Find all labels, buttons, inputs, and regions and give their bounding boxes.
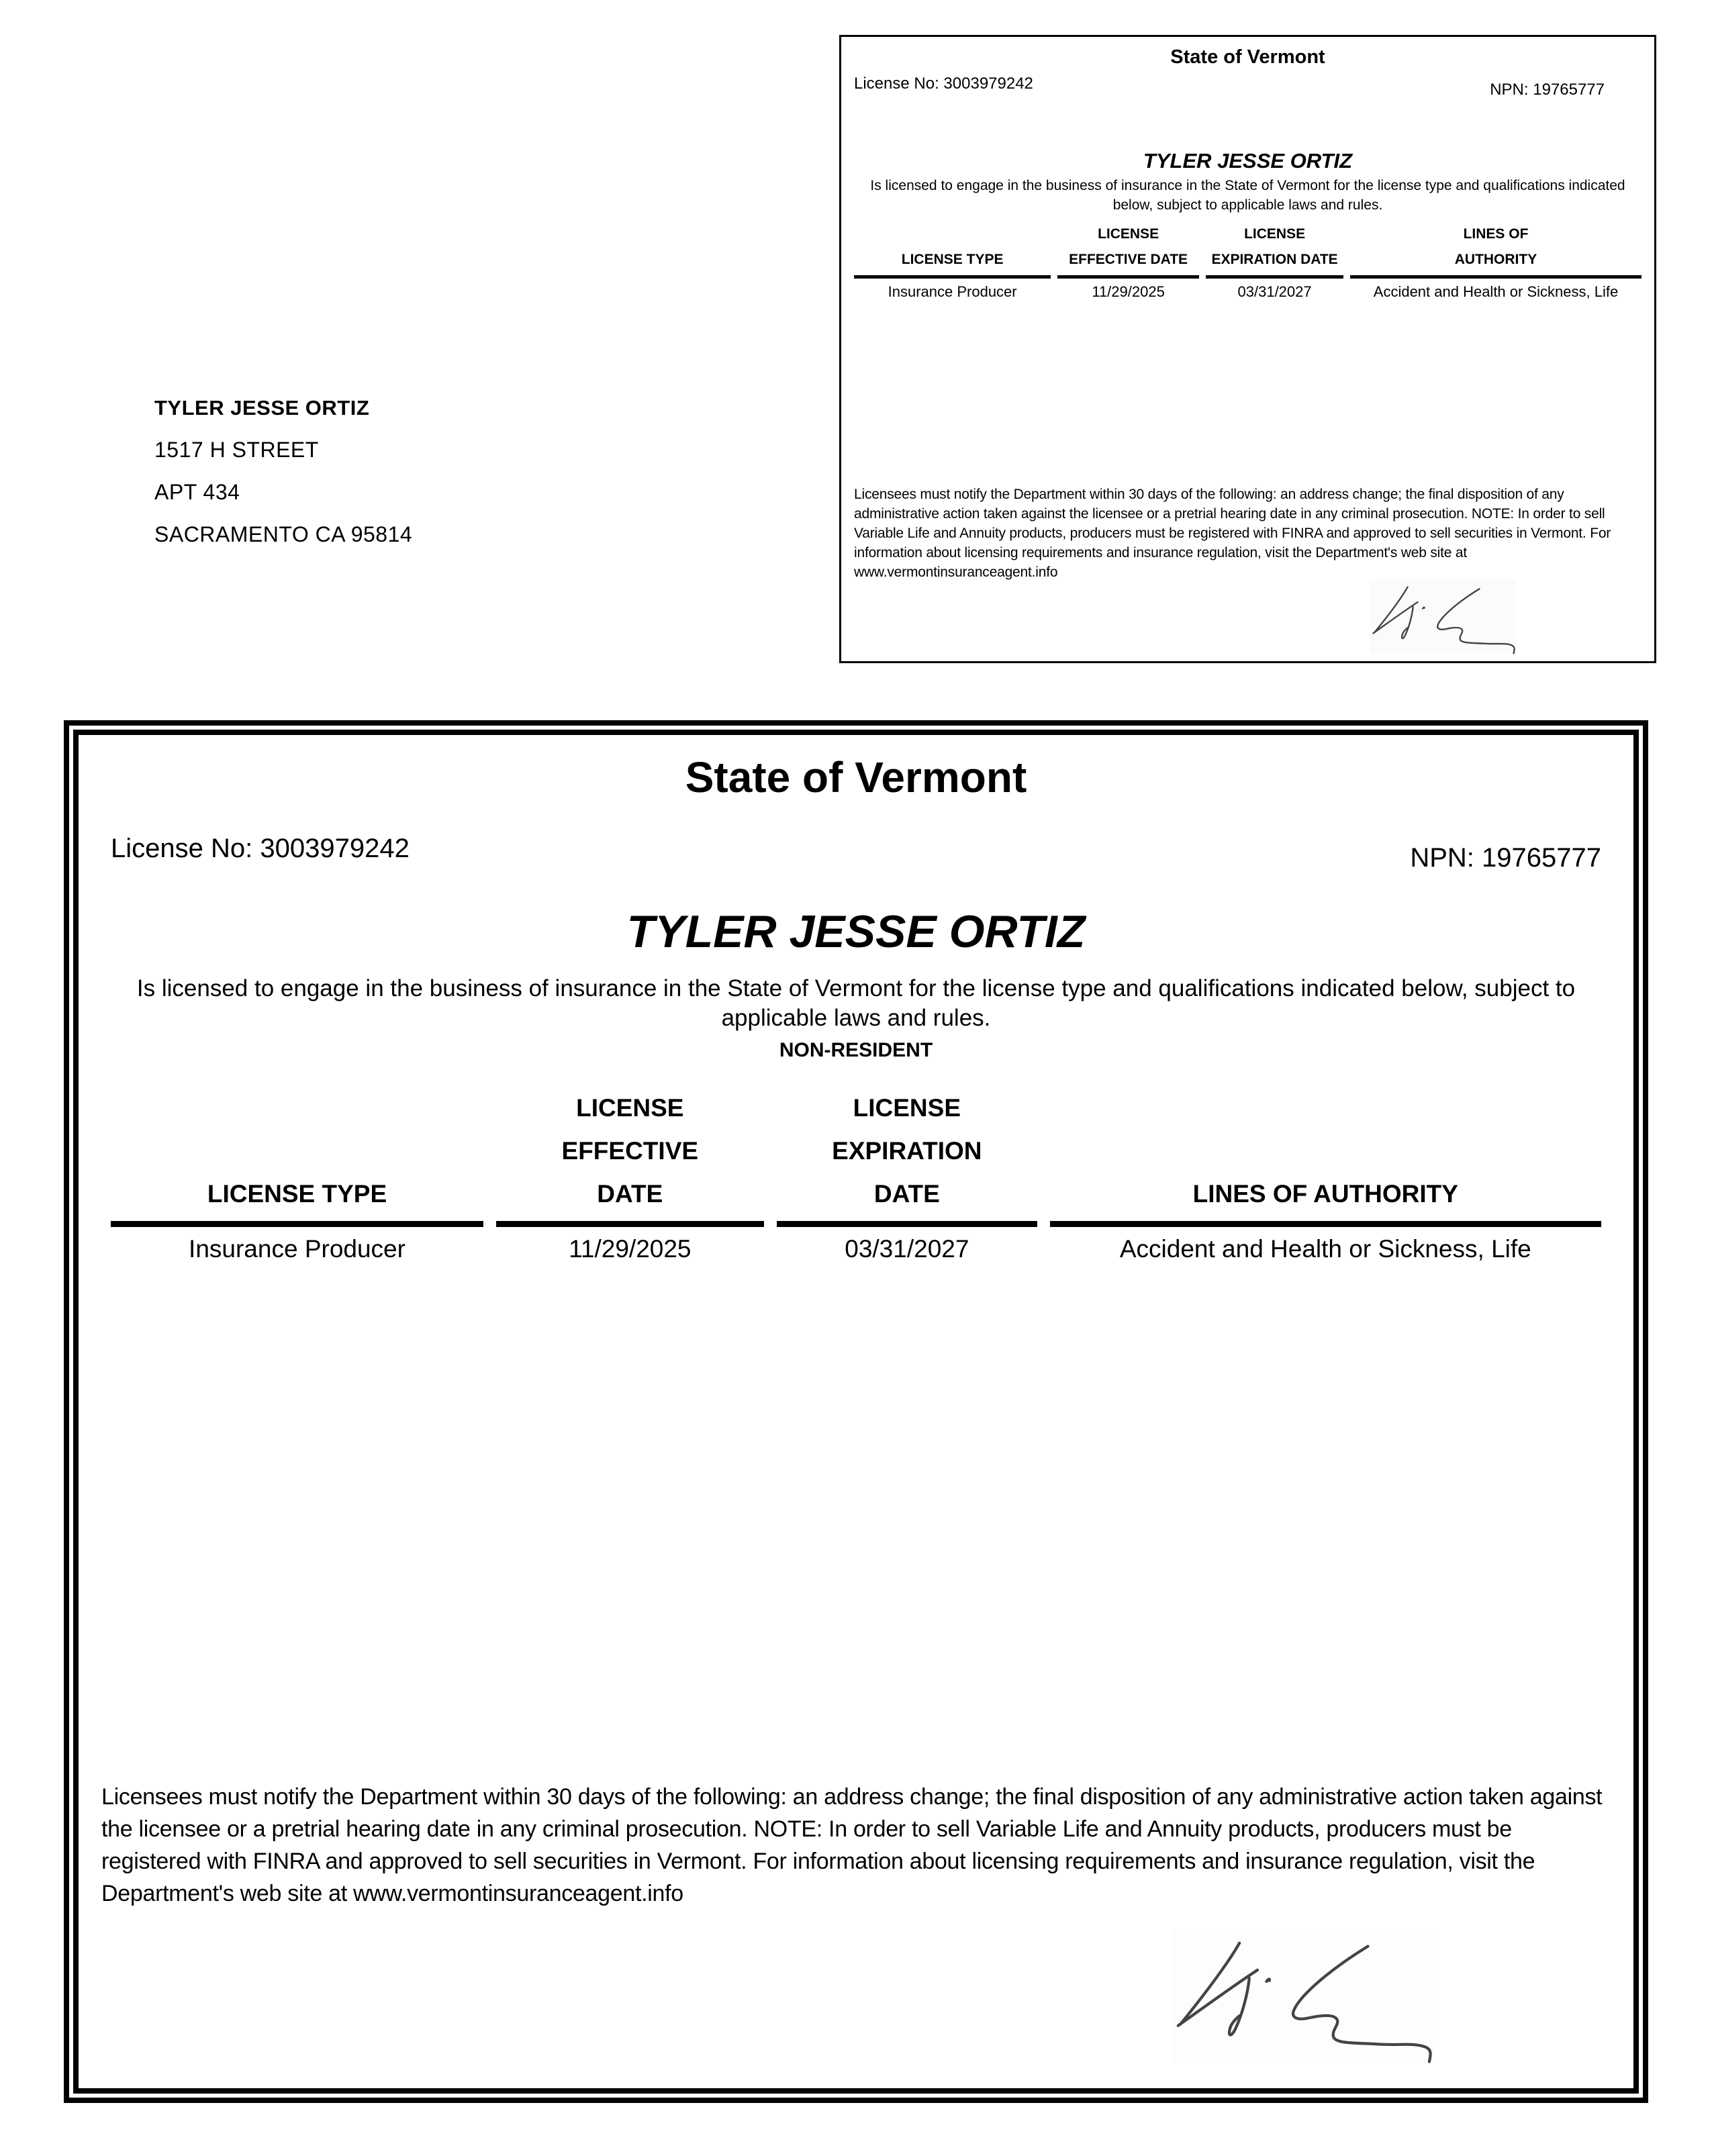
header-license-type: LICENSE TYPE	[111, 1173, 483, 1227]
signature-icon	[1370, 579, 1516, 654]
residency-status: NON-RESIDENT	[779, 1039, 933, 1061]
table-header-row	[111, 1087, 1601, 1227]
address-street: 1517 H STREET	[154, 438, 319, 462]
card-header-effective-date: LICENSE EFFECTIVE DATE	[1057, 222, 1199, 279]
cell-lines-of-authority: Accident and Health or Sickness, Life	[1119, 1235, 1531, 1263]
licensee-name: TYLER JESSE ORTIZ	[626, 906, 1086, 957]
card-npn-label: NPN:	[1490, 81, 1529, 99]
mailing-address	[154, 387, 412, 556]
table-data-row	[111, 1227, 1601, 1263]
card-notice-text: Licensees must notify the Department within 30 days of the following: an address change; the final disposition of any administrative action taken against the licensee or a pretrial hearing date in any criminal prosecution. NOTE: In order to sell Variable Life and Annuity products, producers must be registered with FINRA and approved to sell securities in Vermont. For information about licensing requirements and insurance regulation, visit the Department's web site at www.vermontinsuranceagent.info	[854, 487, 1611, 580]
card-licensee-name: TYLER JESSE ORTIZ	[1143, 149, 1353, 173]
card-commissioner-signature	[1370, 579, 1516, 654]
certificate-title: State of Vermont	[685, 753, 1027, 801]
npn-value: 19765777	[1482, 843, 1601, 873]
notice-text: Licensees must notify the Department within 30 days of the following: an address change; the final disposition of any administrative action taken against the licensee or a pretrial hearing date in any criminal prosecution. NOTE: In order to sell Variable Life and Annuity products, producers must be registered with FINRA and approved to sell securities in Vermont. For information about licensing requirements and insurance regulation, visit the Department's web site at www.vermontinsuranceagent.info	[101, 1784, 1603, 1906]
card-license-number-value: 3003979242	[943, 75, 1033, 93]
license-card	[839, 35, 1656, 663]
card-cell-license-type: Insurance Producer	[888, 283, 1017, 300]
address-unit: APT 434	[154, 480, 240, 504]
card-license-table	[854, 222, 1642, 301]
certificate-content	[79, 735, 1633, 1270]
npn-label: NPN:	[1410, 843, 1474, 873]
header-expiration-date: LICENSE EXPIRATION DATE	[777, 1087, 1038, 1227]
header-effective-date: LICENSE EFFECTIVE DATE	[496, 1087, 765, 1227]
card-table-header-row	[854, 222, 1642, 279]
license-number	[111, 833, 410, 864]
card-npn-number	[1490, 81, 1605, 99]
commissioner-signature	[1172, 1929, 1433, 2064]
license-number-value: 3003979242	[260, 834, 410, 863]
card-header-expiration-date: LICENSE EXPIRATION DATE	[1206, 222, 1343, 279]
recipient-name: TYLER JESSE ORTIZ	[154, 396, 370, 420]
card-npn-value: 19765777	[1533, 81, 1605, 99]
grant-text: Is licensed to engage in the business of insurance in the State of Vermont for the license type and qualifications indicated below, subject to applicable laws and rules.	[136, 975, 1576, 1031]
card-cell-lines-of-authority: Accident and Health or Sickness, Life	[1373, 283, 1619, 300]
npn-number	[1410, 842, 1601, 873]
card-content	[841, 37, 1654, 309]
license-npn-row	[111, 833, 1601, 873]
card-header-lines-of-authority: LINES OF AUTHORITY	[1350, 222, 1642, 279]
card-cell-expiration-date: 03/31/2027	[1237, 283, 1312, 300]
card-license-number-label: License No:	[854, 75, 939, 93]
card-header-license-type: LICENSE TYPE	[854, 247, 1051, 279]
license-table	[111, 1087, 1601, 1263]
card-cell-effective-date: 11/29/2025	[1092, 283, 1165, 300]
card-table-data-row	[854, 279, 1642, 301]
signature-icon	[1172, 1929, 1433, 2064]
card-license-npn-row	[854, 75, 1642, 99]
cell-expiration-date: 03/31/2027	[845, 1235, 969, 1263]
header-lines-of-authority: LINES OF AUTHORITY	[1050, 1173, 1601, 1227]
card-grant-text: Is licensed to engage in the business of insurance in the State of Vermont for the license type and qualifications indicated below, subject to applicable laws and rules.	[870, 178, 1625, 213]
cell-license-type: Insurance Producer	[189, 1235, 406, 1263]
address-city-state-zip: SACRAMENTO CA 95814	[154, 522, 413, 546]
card-certificate-title: State of Vermont	[1170, 46, 1325, 68]
license-certificate	[64, 720, 1648, 2103]
card-license-number	[854, 75, 1033, 93]
cell-effective-date: 11/29/2025	[569, 1235, 692, 1263]
license-number-label: License No:	[111, 834, 253, 863]
